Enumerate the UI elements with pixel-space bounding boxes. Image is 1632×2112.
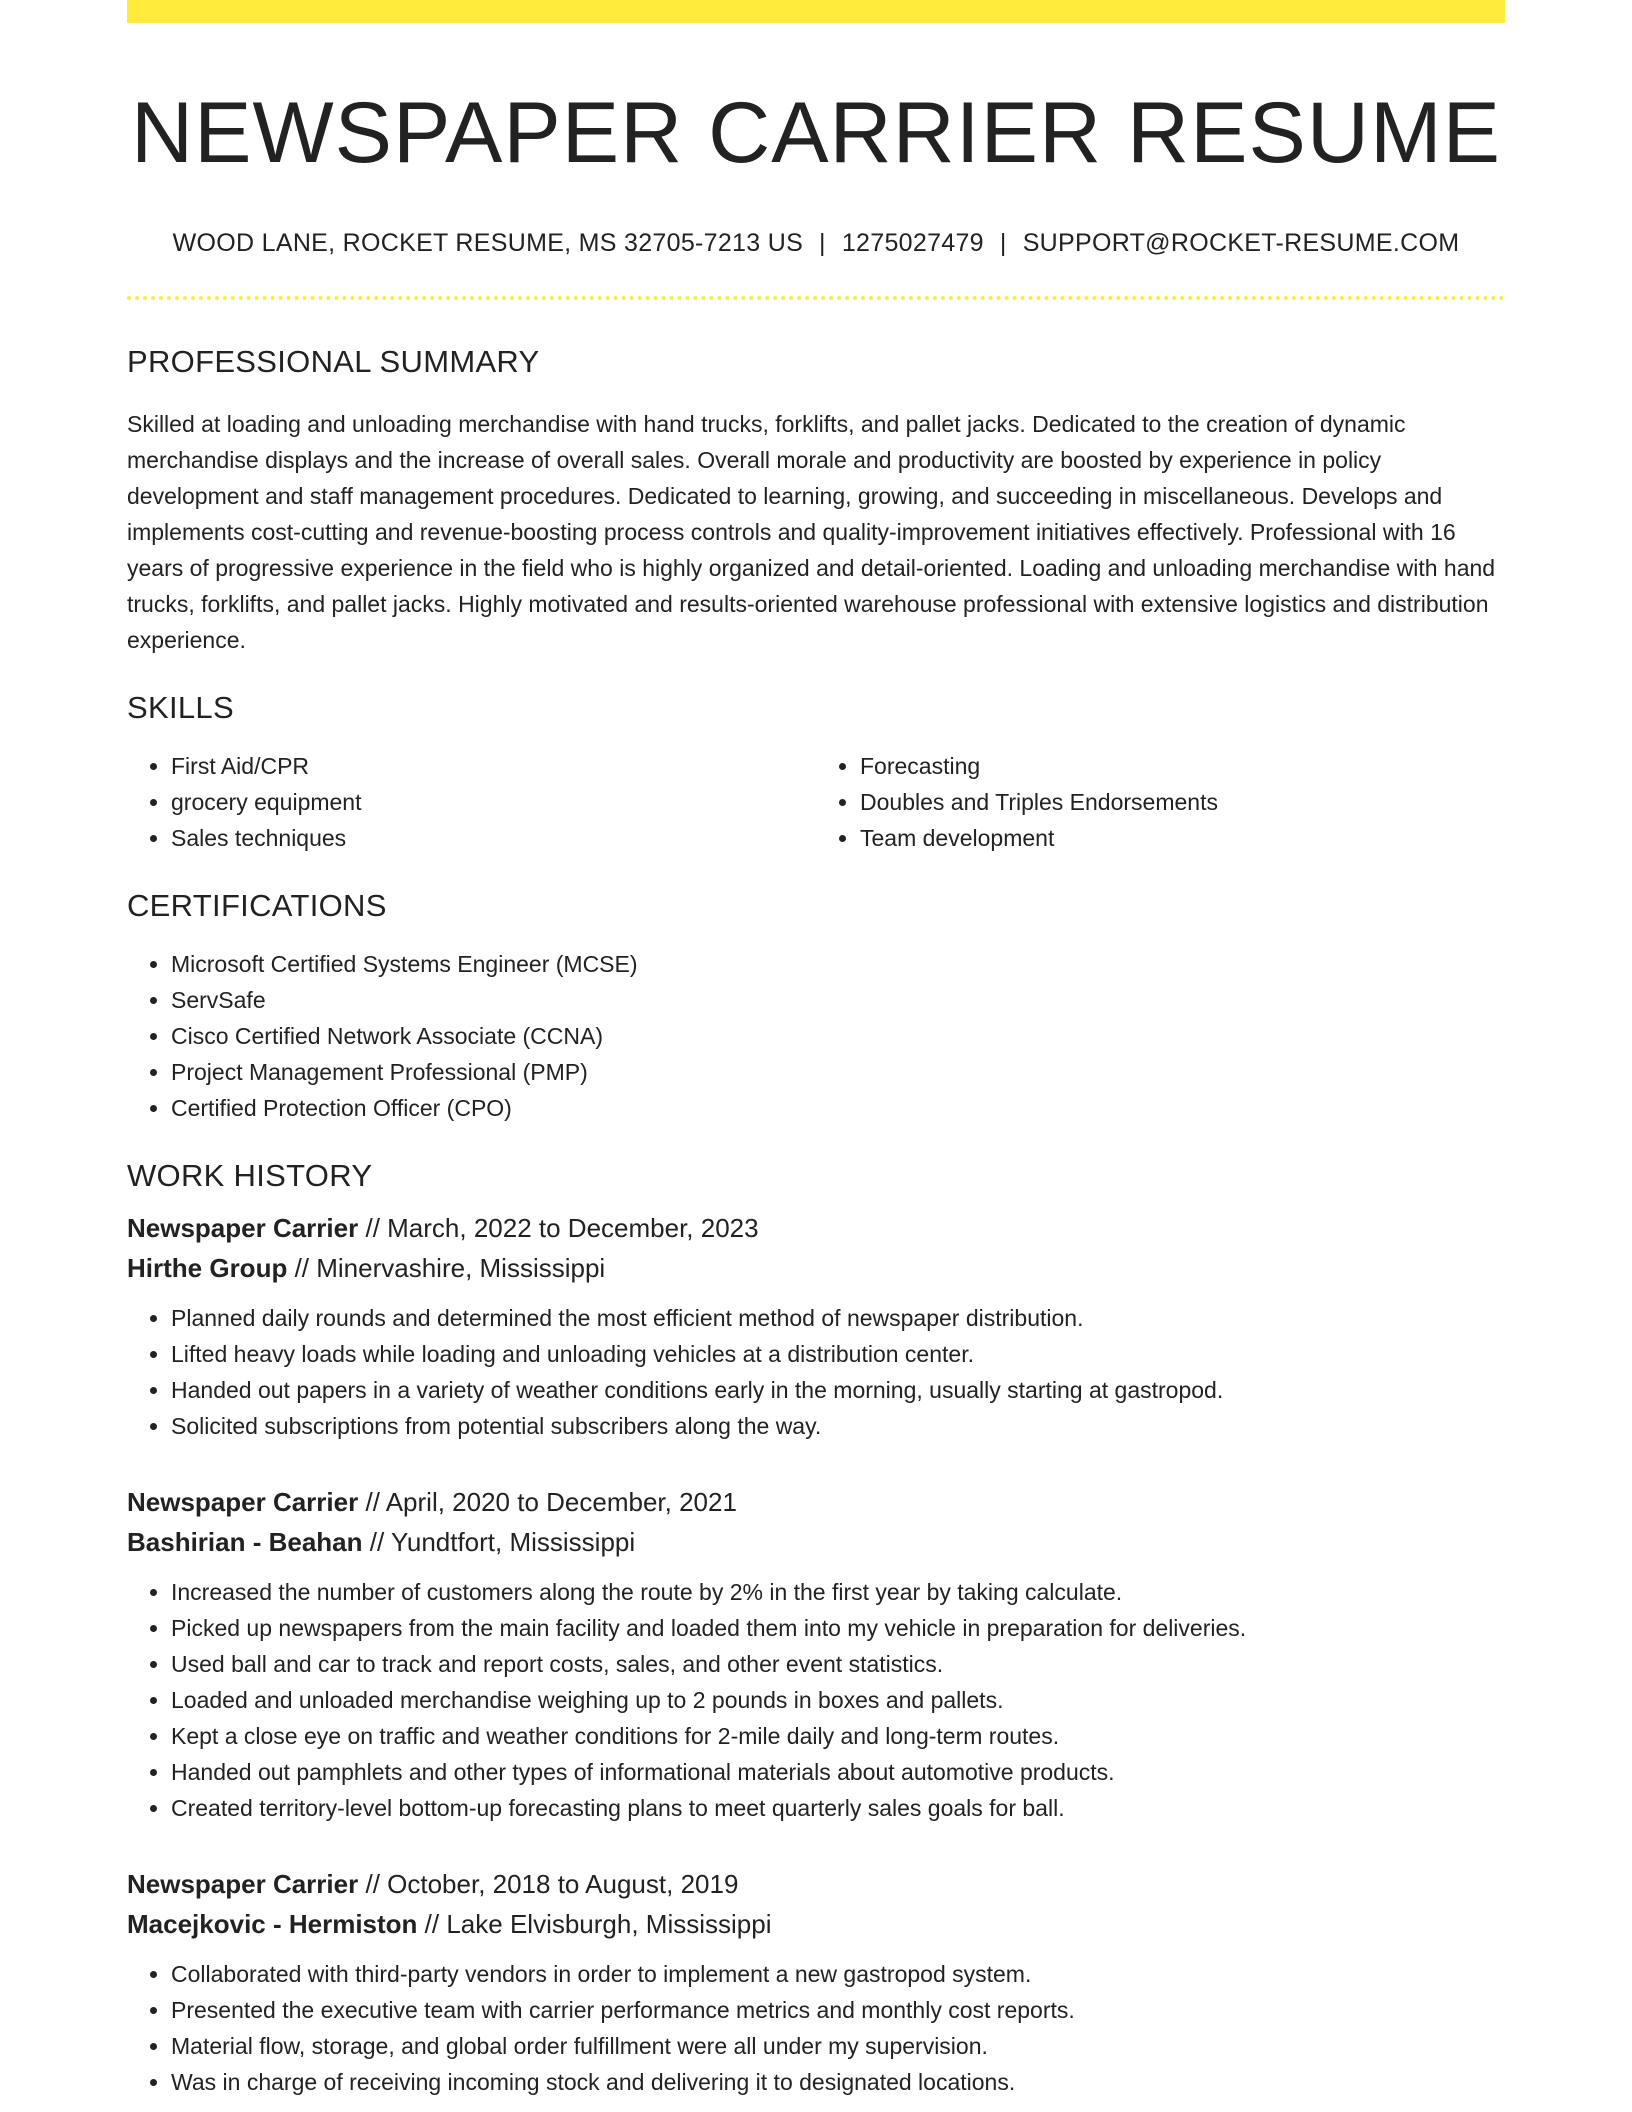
job-bullet: • Increased the number of customers along the route by 2% in the first year by taking calculate.	[171, 1574, 1505, 1610]
job-bullet: • Handed out pamphlets and other types of informational materials about automotive products.	[171, 1754, 1505, 1790]
certification-item: • Cisco Certified Network Associate (CCNA)	[171, 1018, 1505, 1054]
certifications-list	[127, 946, 1505, 1126]
skill-item: • Team development	[860, 820, 1505, 856]
job-company-line	[127, 1248, 1505, 1288]
job-entry	[127, 1482, 1505, 1826]
job-title-line	[127, 1208, 1505, 1248]
job-location: // Lake Elvisburgh, Mississippi	[424, 1909, 772, 1940]
accent-bar	[127, 0, 1505, 23]
certification-item: • ServSafe	[171, 982, 1505, 1018]
job-title: Newspaper Carrier	[127, 1487, 359, 1518]
phone: 1275027479	[841, 229, 984, 258]
job-location: // Minervashire, Mississippi	[294, 1253, 606, 1284]
job-title: Newspaper Carrier	[127, 1869, 359, 1900]
job-bullet: • Loaded and unloaded merchandise weighing up to 2 pounds in boxes and pallets.	[171, 1682, 1505, 1718]
skill-item: • Forecasting	[860, 748, 1505, 784]
certifications-heading: CERTIFICATIONS	[127, 888, 387, 924]
job-dates: // March, 2022 to December, 2023	[365, 1213, 759, 1244]
job-company: Bashirian - Beahan	[127, 1527, 363, 1558]
job-entry	[127, 1864, 1505, 2100]
skills-heading: SKILLS	[127, 690, 234, 726]
job-location: // Yundtfort, Mississippi	[369, 1527, 636, 1558]
job-bullets	[127, 1956, 1505, 2100]
job-bullets	[127, 1300, 1505, 1444]
job-bullets	[127, 1574, 1505, 1826]
job-bullet: • Was in charge of receiving incoming stock and delivering it to designated locations.	[171, 2064, 1505, 2100]
job-bullet: • Collaborated with third-party vendors in order to implement a new gastropod system.	[171, 1956, 1505, 1992]
job-title-line	[127, 1482, 1505, 1522]
skill-item: • Doubles and Triples Endorsements	[860, 784, 1505, 820]
job-title-line	[127, 1864, 1505, 1904]
summary-heading: PROFESSIONAL SUMMARY	[127, 344, 540, 380]
certification-item: • Project Management Professional (PMP)	[171, 1054, 1505, 1090]
summary-section	[127, 344, 1505, 658]
summary-text: Skilled at loading and unloading merchandise with hand trucks, forklifts, and pallet jacks. Dedicated to the creation of dynamic merchandise displays and the increase of overall sales. Overall morale and productivity are boosted by experience in policy development and staff management procedures. Dedicated to learning, growing, and succeeding in miscellaneous. Develops and implements cost-cutting and revenue-boosting process controls and quality-improvement initiatives effectively. Professional with 16 years of progressive experience in the field who is highly organized and detail-oriented. Loading and unloading merchandise with hand trucks, forklifts, and pallet jacks. Highly motivated and results-oriented warehouse professional with extensive logistics and distribution experience.	[127, 411, 1496, 654]
job-title: Newspaper Carrier	[127, 1213, 359, 1244]
certifications-section	[127, 888, 1505, 1126]
job-company-line	[127, 1522, 1505, 1562]
email-link[interactable]: SUPPORT@ROCKET-RESUME.COM	[1022, 229, 1460, 258]
job-dates: // October, 2018 to August, 2019	[365, 1869, 739, 1900]
job-bullet: • Kept a close eye on traffic and weather conditions for 2-mile daily and long-term routes.	[171, 1718, 1505, 1754]
separator: |	[819, 229, 826, 258]
skill-item: • Sales techniques	[171, 820, 816, 856]
job-entry	[127, 1208, 1505, 1444]
skills-section	[127, 690, 1505, 856]
job-bullet: • Picked up newspapers from the main facility and loaded them into my vehicle in preparation for deliveries.	[171, 1610, 1505, 1646]
skill-item: • First Aid/CPR	[171, 748, 816, 784]
job-bullet: • Presented the executive team with carrier performance metrics and monthly cost reports.	[171, 1992, 1505, 2028]
skill-item: • grocery equipment	[171, 784, 816, 820]
job-bullet: • Created territory-level bottom-up forecasting plans to meet quarterly sales goals for ball.	[171, 1790, 1505, 1826]
job-bullet: • Lifted heavy loads while loading and unloading vehicles at a distribution center.	[171, 1336, 1505, 1372]
work-history-heading: WORK HISTORY	[127, 1158, 373, 1194]
work-history-section	[127, 1158, 1505, 2100]
resume-page	[127, 0, 1505, 2100]
separator: |	[999, 229, 1007, 258]
job-company: Hirthe Group	[127, 1253, 288, 1284]
job-dates: // April, 2020 to December, 2021	[365, 1487, 737, 1518]
job-company: Macejkovic - Hermiston	[127, 1909, 418, 1940]
job-bullet: • Used ball and car to track and report costs, sales, and other event statistics.	[171, 1646, 1505, 1682]
job-company-line	[127, 1904, 1505, 1944]
job-bullet: • Solicited subscriptions from potential subscribers along the way.	[171, 1408, 1505, 1444]
dotted-divider	[127, 296, 1505, 300]
job-bullet: • Planned daily rounds and determined the most efficient method of newspaper distribution.	[171, 1300, 1505, 1336]
skills-list-left	[127, 748, 816, 856]
certification-item: • Microsoft Certified Systems Engineer (MCSE)	[171, 946, 1505, 982]
certification-item: • Certified Protection Officer (CPO)	[171, 1090, 1505, 1126]
resume-title: NEWSPAPER CARRIER RESUME	[131, 85, 1501, 181]
skills-list-right	[816, 748, 1505, 856]
contact-line	[127, 229, 1505, 258]
job-bullet: • Handed out papers in a variety of weather conditions early in the morning, usually starting at gastropod.	[171, 1372, 1505, 1408]
address: WOOD LANE, ROCKET RESUME, MS 32705-7213 US	[172, 229, 804, 258]
job-bullet: • Material flow, storage, and global order fulfillment were all under my supervision.	[171, 2028, 1505, 2064]
skills-grid	[127, 748, 1505, 856]
